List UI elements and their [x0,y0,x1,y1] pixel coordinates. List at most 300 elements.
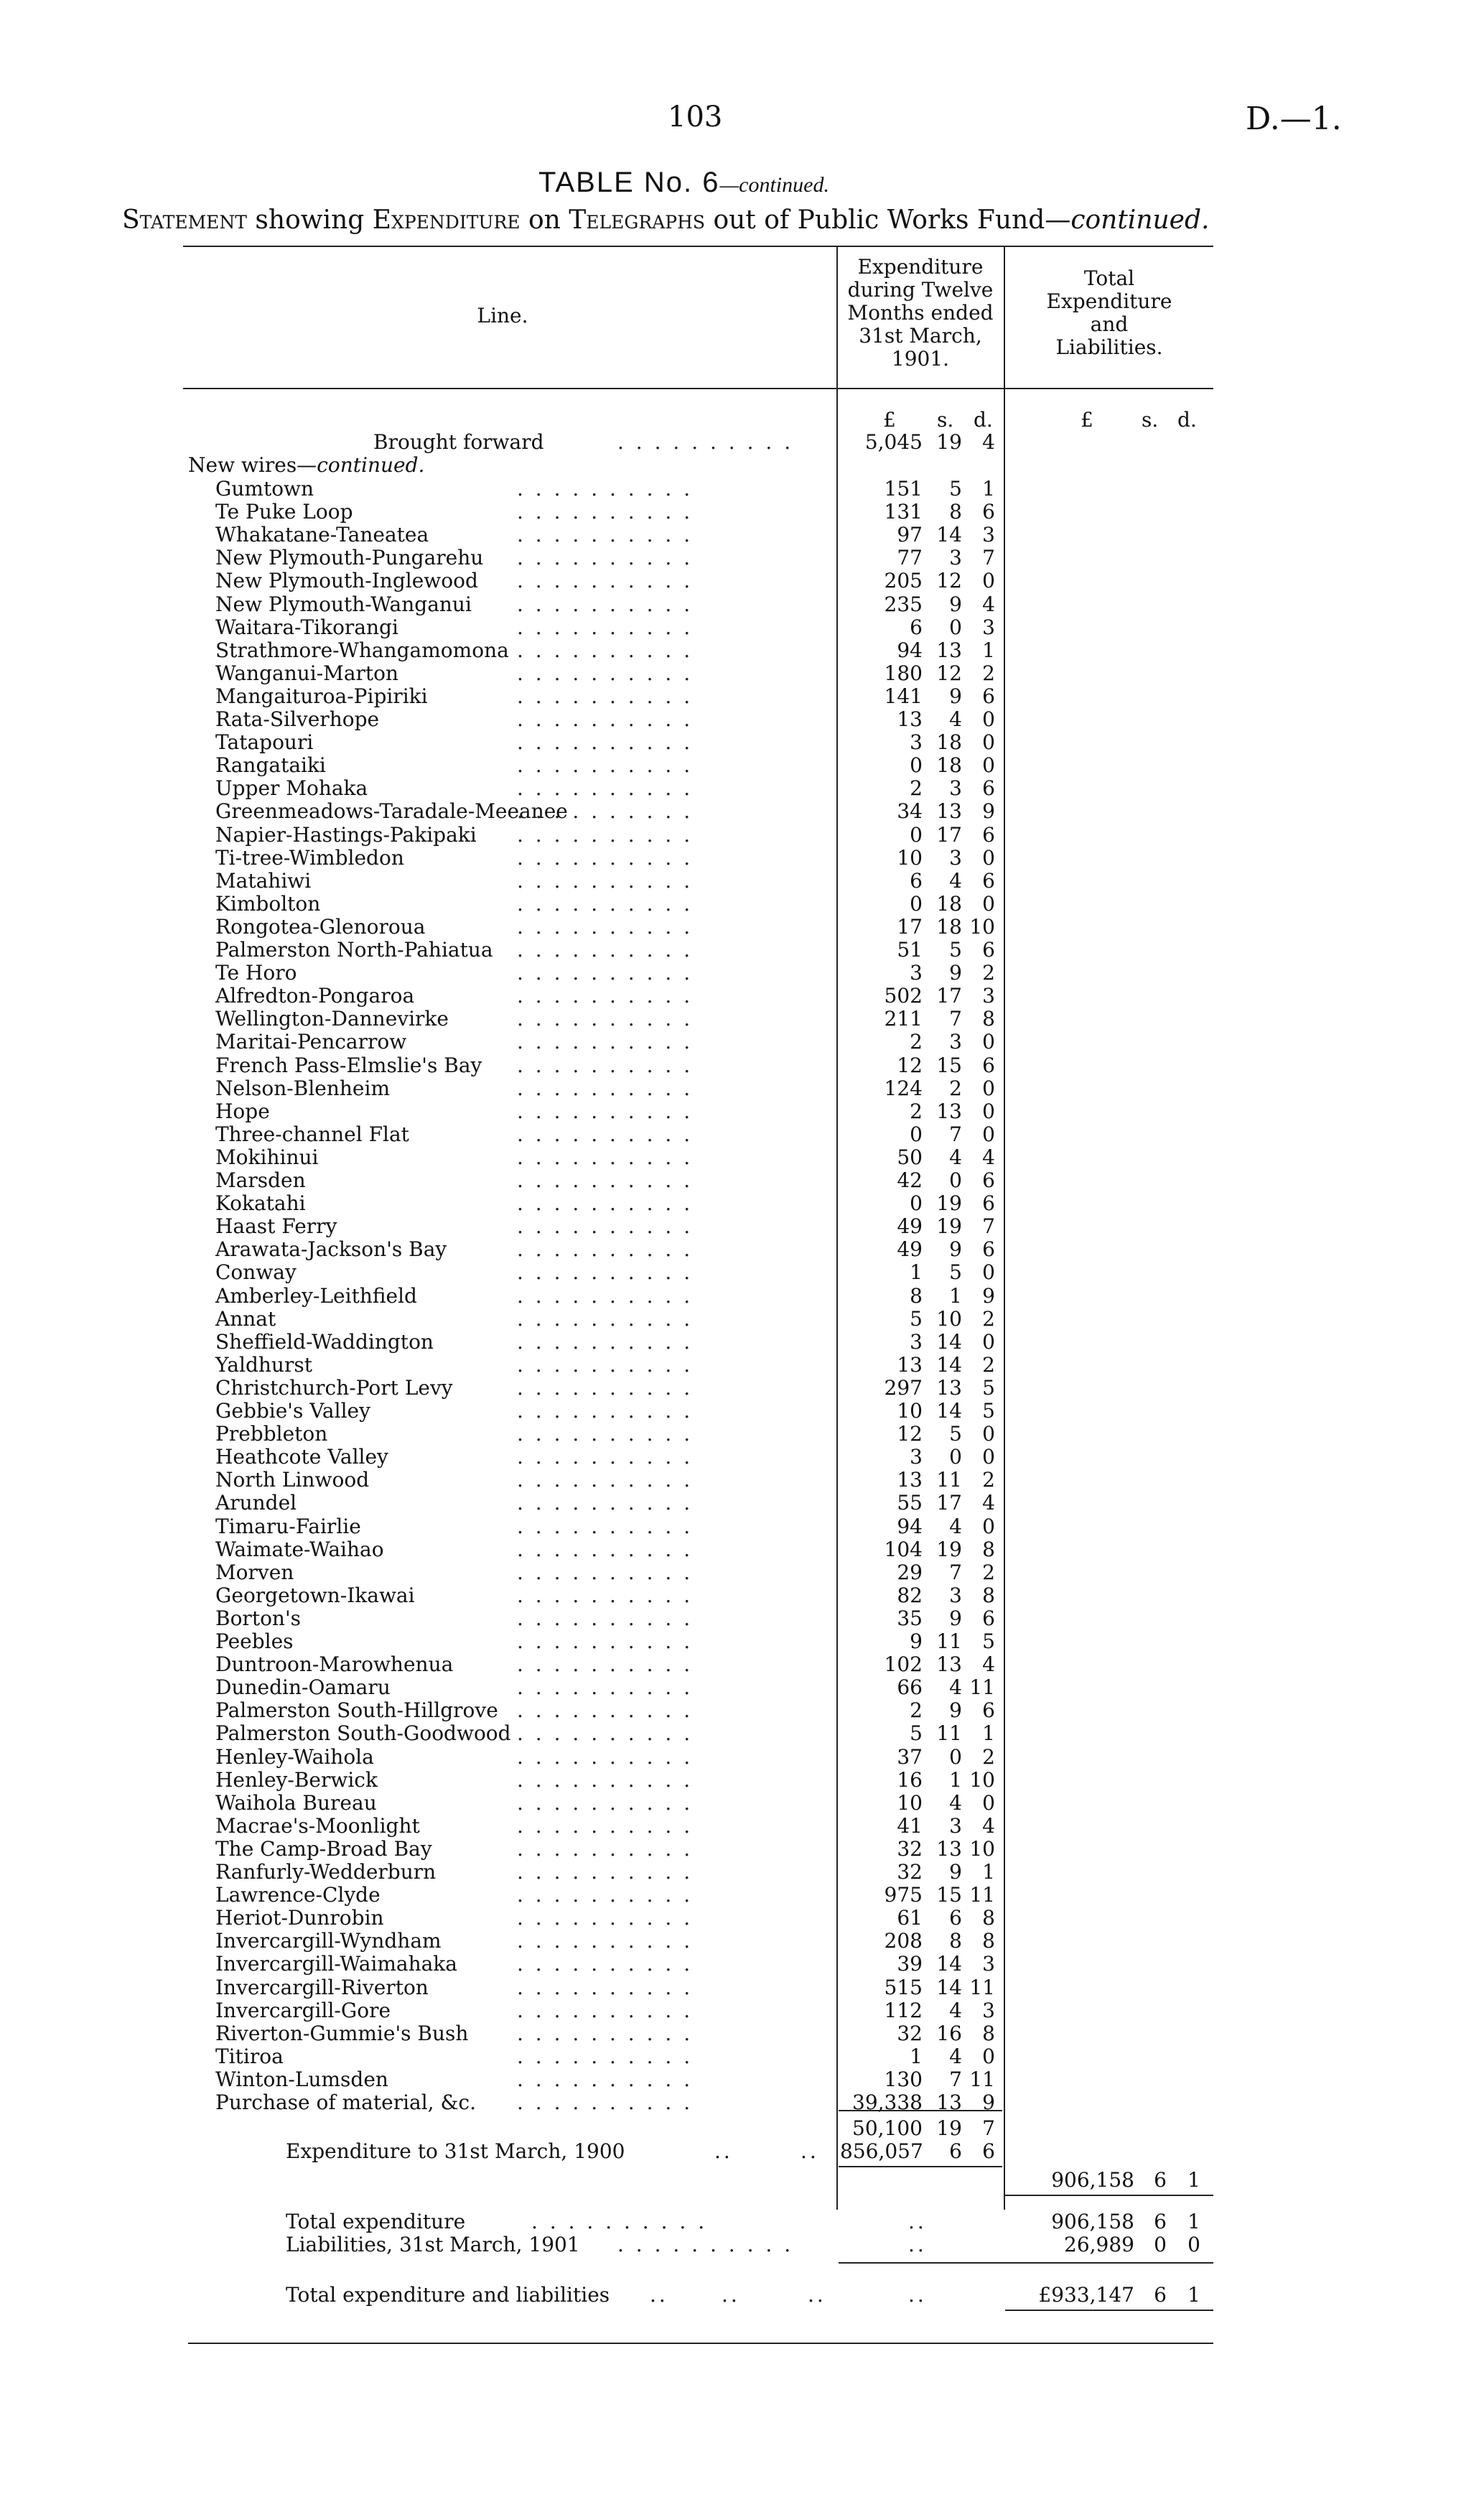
shillings-cell: 0 [949,1445,962,1469]
pence-cell: 11 [969,2068,995,2091]
row-leader-dots: . . . . . . . . . . [517,1791,694,1815]
col-total-line1: Total [1083,266,1135,290]
pounds-cell: 49 [897,1214,923,1238]
line-name: Wellington-Dannevirke [215,1007,449,1031]
table-row [0,1446,1484,1469]
shillings-cell: 9 [949,961,962,985]
pounds-cell: 41 [897,1814,923,1838]
pounds-cell: 35 [897,1606,923,1630]
shillings-cell: 5 [949,477,962,501]
shillings-cell: 15 [936,1054,962,1077]
line-name: Christchurch-Port Levy [215,1376,453,1400]
line-name: Alfredton-Pongaroa [215,984,415,1008]
line-name: Napier-Hastings-Pakipaki [215,823,477,847]
pounds-cell: 502 [884,984,923,1008]
pence-cell: 6 [982,776,995,800]
line-name: Mokihinui [215,1145,319,1169]
table-row [0,1492,1484,1515]
table-row [0,1031,1484,1054]
pounds-cell: 50 [897,1145,923,1169]
pounds-cell: 2 [910,1099,923,1123]
pence-cell: 4 [982,1652,995,1676]
line-name: Amberley-Leithfield [215,1284,417,1308]
row-leader-dots: . . . . . . . . . . [517,1076,694,1100]
pence-cell: 8 [982,1929,995,1953]
row-leader-dots: . . . . . . . . . . [517,1976,694,1999]
table-row [0,800,1484,823]
line-name: French Pass-Elmslie's Bay [215,1054,482,1077]
table-row [0,1169,1484,1192]
combined-total-rule [1005,2195,1213,2196]
table-row [0,2045,1484,2068]
row-leader-dots: . . . . . . . . . . [517,1698,694,1722]
pounds-cell: 297 [884,1376,923,1400]
subtotal-pence: 7 [982,2116,995,2140]
table-row [0,1930,1484,1953]
grand-total-dots-2: .. [722,2283,740,2307]
table-row [0,1146,1484,1169]
row-leader-dots: . . . . . . . . . . [517,684,694,708]
line-name: Conway [215,1260,297,1284]
row-leader-dots: . . . . . . . . . . [517,1538,694,1561]
pounds-cell: 112 [884,1999,923,2022]
table-row [0,1746,1484,1769]
row-leader-dots: . . . . . . . . . . [517,569,694,592]
pence-cell: 0 [982,892,995,916]
shillings-cell: 11 [936,1721,962,1745]
row-leader-dots: . . . . . . . . . . [517,846,694,870]
pence-cell: 6 [982,1168,995,1192]
line-name: Yaldhurst [215,1353,312,1377]
pence-cell: 5 [982,1376,995,1400]
section-label-continued: continued. [317,453,425,477]
shillings-cell: 15 [936,1883,962,1907]
pounds-cell: 12 [897,1054,923,1077]
pence-cell: 2 [982,661,995,685]
subtotal-pounds: 50,100 [852,2116,923,2140]
table-row [0,1884,1484,1907]
line-name: Waimate-Waihao [215,1538,384,1561]
shillings-cell: 3 [949,1814,962,1838]
shillings-cell: 9 [949,1606,962,1630]
total-exp-pence: 1 [1187,2210,1200,2233]
pounds-cell: 37 [897,1745,923,1769]
row-leader-dots: . . . . . . . . . . [517,1491,694,1515]
unit-pounds: £ [883,408,896,432]
line-name: Palmerston North-Pahiatua [215,938,493,962]
pounds-cell: 13 [897,1468,923,1492]
row-leader-dots: . . . . . . . . . . [517,523,694,547]
pounds-cell: 211 [884,1007,923,1031]
pounds-cell: 32 [897,1837,923,1861]
pence-cell: 10 [969,915,995,939]
line-name: Waitara-Tikorangi [215,615,398,639]
row-leader-dots: . . . . . . . . . . [517,869,694,893]
pence-cell: 4 [982,592,995,616]
pounds-cell: 141 [884,684,923,708]
table-row [0,1653,1484,1676]
shillings-cell: 3 [949,546,962,569]
line-name: North Linwood [215,1468,370,1492]
grand-total-label: Total expenditure and liabilities [286,2283,610,2307]
pence-cell: 10 [969,1768,995,1792]
pence-cell: 4 [982,1491,995,1515]
bf-shillings: 19 [936,430,962,454]
table-row [0,939,1484,962]
row-leader-dots: . . . . . . . . . . [517,799,694,823]
pence-cell: 0 [982,1030,995,1054]
pence-cell: 0 [982,1791,995,1815]
row-leader-dots: . . . . . . . . . . [517,1330,694,1354]
pence-cell: 0 [982,1122,995,1146]
shillings-cell: 17 [936,1491,962,1515]
row-leader-dots: . . . . . . . . . . [517,1099,694,1123]
pounds-cell: 13 [897,707,923,731]
shillings-cell: 19 [936,1191,962,1215]
pence-cell: 3 [982,523,995,547]
row-leader-dots: . . . . . . . . . . [517,1168,694,1192]
shillings-cell: 18 [936,892,962,916]
prev-dots-2: .. [801,2139,819,2163]
line-name: Greenmeadows-Taradale-Meeanee [215,799,568,823]
shillings-cell: 7 [949,1007,962,1031]
grand-total-pounds: £933,147 [1038,2283,1134,2307]
line-name: Invercargill-Wyndham [215,1929,442,1953]
row-leader-dots: . . . . . . . . . . [517,1353,694,1377]
table-row [0,1400,1484,1423]
line-name: Riverton-Gummie's Bush [215,2022,469,2045]
line-name: Georgetown-Ikawai [215,1583,415,1607]
shillings-cell: 7 [949,1561,962,1584]
unit-shillings-total: s. [1142,408,1159,432]
pence-cell: 11 [969,1883,995,1907]
table-row [0,1769,1484,1792]
shillings-cell: 6 [949,1906,962,1930]
table-row [0,478,1484,501]
col-exp-line3: Months ended [847,301,994,325]
shillings-cell: 9 [949,1237,962,1261]
line-name: Hope [215,1099,270,1123]
table-row [0,1469,1484,1492]
pence-cell: 6 [982,938,995,962]
pounds-cell: 39,338 [852,2091,923,2114]
liabilities-shillings: 0 [1154,2233,1167,2256]
pence-cell: 0 [982,707,995,731]
total-exp-shillings: 6 [1154,2210,1167,2233]
unit-pence: d. [974,408,993,432]
col-exp-line1: Expenditure [857,255,984,279]
pence-cell: 6 [982,1606,995,1630]
line-name: Kokatahi [215,1191,306,1215]
shillings-cell: 18 [936,730,962,754]
section-label-text: New wires— [188,453,317,477]
row-leader-dots: . . . . . . . . . . [517,1399,694,1423]
shillings-cell: 13 [936,1099,962,1123]
table-row [0,2091,1484,2114]
table-row [0,2022,1484,2045]
shillings-cell: 4 [949,1515,962,1538]
shillings-cell: 8 [949,500,962,524]
pounds-cell: 10 [897,1791,923,1815]
subtotal-rule [839,2110,1002,2111]
shillings-cell: 4 [949,707,962,731]
pounds-cell: 9 [910,1629,923,1653]
line-name: Lawrence-Clyde [215,1883,381,1907]
pence-cell: 2 [982,1353,995,1377]
row-leader-dots: . . . . . . . . . . [517,915,694,939]
line-name: Te Horo [215,961,297,985]
pence-cell: 7 [982,1214,995,1238]
row-leader-dots: . . . . . . . . . . [517,1468,694,1492]
pence-cell: 7 [982,546,995,569]
row-leader-dots: . . . . . . . . . . [517,1999,694,2022]
prev-shillings: 6 [949,2139,962,2163]
shillings-cell: 19 [936,1538,962,1561]
row-leader-dots: . . . . . . . . . . [517,1837,694,1861]
line-name: Henley-Berwick [215,1768,378,1792]
pence-cell: 2 [982,1468,995,1492]
table-row [0,777,1484,800]
total-expenditure-label: Total expenditure [286,2210,466,2233]
pounds-cell: 208 [884,1929,923,1953]
row-leader-dots: . . . . . . . . . . [617,430,794,454]
pounds-cell: 151 [884,477,923,501]
col-exp-line5: 1901. [891,347,950,371]
line-name: Dunedin-Oamaru [215,1675,391,1699]
row-leader-dots: . . . . . . . . . . [517,1145,694,1169]
row-leader-dots: . . . . . . . . . . [517,1929,694,1953]
table-row [0,1722,1484,1745]
pence-cell: 9 [982,1284,995,1308]
row-leader-dots: . . . . . . . . . . [517,1515,694,1538]
table-row [0,1423,1484,1446]
line-name: Gumtown [215,477,314,501]
prev-pounds: 856,057 [840,2139,923,2163]
pence-cell: 6 [982,1237,995,1261]
pounds-cell: 0 [910,1122,923,1146]
pence-cell: 6 [982,1191,995,1215]
pounds-cell: 16 [897,1768,923,1792]
shillings-cell: 13 [936,1652,962,1676]
shillings-cell: 13 [936,638,962,662]
row-leader-dots: . . . . . . . . . . [517,2068,694,2091]
pence-cell: 8 [982,1007,995,1031]
row-leader-dots: . . . . . . . . . . [517,823,694,847]
pounds-cell: 32 [897,2022,923,2045]
pounds-cell: 180 [884,661,923,685]
row-leader-dots: . . . . . . . . . . [517,500,694,524]
line-name: Annat [215,1307,276,1331]
pence-cell: 8 [982,1906,995,1930]
shillings-cell: 11 [936,1468,962,1492]
shillings-cell: 14 [936,1353,962,1377]
table-row [0,1192,1484,1215]
table-row [0,1285,1484,1308]
pence-cell: 1 [982,477,995,501]
line-name: Invercargill-Waimahaka [215,1952,457,1976]
pounds-cell: 61 [897,1906,923,1930]
pounds-cell: 2 [910,1030,923,1054]
column-header-line: Line. [477,304,528,327]
row-leader-dots: . . . . . . . . . . [517,2045,694,2068]
pence-cell: 10 [969,1837,995,1861]
table-row [0,1215,1484,1238]
line-name: Macrae's-Moonlight [215,1814,420,1838]
total-exp-pounds: 906,158 [1051,2210,1134,2233]
row-leader-dots: . . . . . . . . . . [517,546,694,569]
line-name: Rangataiki [215,753,326,777]
page-number: 103 [668,101,723,134]
pence-cell: 0 [982,1445,995,1469]
line-name: New Plymouth-Wanganui [215,592,472,616]
pounds-cell: 97 [897,523,923,547]
shillings-cell: 8 [949,1929,962,1953]
row-leader-dots: . . . . . . . . . . [517,1284,694,1308]
shillings-cell: 12 [936,661,962,685]
row-leader-dots: . . . . . . . . . . [517,1721,694,1745]
table-row [0,1077,1484,1100]
pence-cell: 2 [982,1561,995,1584]
row-leader-dots: . . . . . . . . . . [517,1191,694,1215]
shillings-cell: 5 [949,938,962,962]
pounds-cell: 515 [884,1976,923,1999]
table-row [0,1584,1484,1607]
pence-cell: 0 [982,846,995,870]
shillings-cell: 9 [949,592,962,616]
table-row [0,985,1484,1008]
row-leader-dots: . . . . . . . . . . [517,1883,694,1907]
pounds-cell: 10 [897,1399,923,1423]
pence-cell: 4 [982,1145,995,1169]
pence-cell: 6 [982,1698,995,1722]
liabilities-label: Liabilities, 31st March, 1901 [286,2233,580,2256]
shillings-cell: 1 [949,1768,962,1792]
row-leader-dots: . . . . . . . . . . [517,1307,694,1331]
line-name: Invercargill-Gore [215,1999,391,2022]
pence-cell: 11 [969,1675,995,1699]
pounds-cell: 3 [910,730,923,754]
total-exp-dots: . . . . . . . . . . [531,2210,708,2233]
pence-cell: 3 [982,984,995,1008]
shillings-cell: 3 [949,846,962,870]
pounds-cell: 1 [910,2045,923,2068]
statement-on: on [520,205,569,235]
table-row [0,616,1484,639]
row-leader-dots: . . . . . . . . . . [517,753,694,777]
row-leader-dots: . . . . . . . . . . [517,1376,694,1400]
line-name: Te Puke Loop [215,500,353,524]
table-row [0,708,1484,731]
pounds-cell: 77 [897,546,923,569]
pounds-cell: 42 [897,1168,923,1192]
row-leader-dots: . . . . . . . . . . [517,776,694,800]
row-leader-dots: . . . . . . . . . . [517,1652,694,1676]
pence-cell: 0 [982,753,995,777]
table-row [0,1815,1484,1838]
pounds-cell: 82 [897,1583,923,1607]
pounds-cell: 975 [884,1883,923,1907]
line-name: Prebbleton [215,1422,328,1446]
row-leader-dots: . . . . . . . . . . [517,1675,694,1699]
line-name: Rongotea-Glenoroua [215,915,426,939]
line-name: Timaru-Fairlie [215,1515,361,1538]
pounds-cell: 13 [897,1353,923,1377]
shillings-cell: 0 [949,1168,962,1192]
pounds-cell: 0 [910,823,923,847]
line-name: Purchase of material, &c. [215,2091,476,2114]
shillings-cell: 13 [936,1837,962,1861]
combined-pence: 1 [1187,2168,1200,2192]
pounds-cell: 205 [884,569,923,592]
pounds-cell: 131 [884,500,923,524]
table-row [0,1238,1484,1261]
liabilities-dots: . . . . . . . . . . [617,2233,794,2256]
col-total-line3: and [1090,312,1129,336]
line-name: Marsden [215,1168,306,1192]
table-row [0,1123,1484,1146]
line-name: Matahiwi [215,869,312,893]
row-leader-dots: . . . . . . . . . . [517,1007,694,1031]
table-row [0,754,1484,777]
pounds-cell: 3 [910,1330,923,1354]
col-total-line2: Expenditure [1046,289,1172,313]
pounds-cell: 6 [910,615,923,639]
shillings-cell: 4 [949,1791,962,1815]
pence-cell: 0 [982,1260,995,1284]
row-leader-dots: . . . . . . . . . . [517,730,694,754]
line-name: Palmerston South-Goodwood [215,1721,511,1745]
row-leader-dots: . . . . . . . . . . [517,1745,694,1769]
table-row [0,1838,1484,1861]
shillings-cell: 3 [949,776,962,800]
line-name: The Camp-Broad Bay [215,1837,432,1861]
line-name: Morven [215,1561,294,1584]
table-row [0,1100,1484,1123]
shillings-cell: 9 [949,1698,962,1722]
shillings-cell: 5 [949,1260,962,1284]
statement-expenditure: Expenditure [372,205,521,235]
table-row [0,1630,1484,1653]
line-name: Duntroon-Marowhenua [215,1652,454,1676]
shillings-cell: 12 [936,569,962,592]
table-row [0,1792,1484,1815]
brought-forward-label: Brought forward [373,430,544,454]
table-row [0,524,1484,547]
row-leader-dots: . . . . . . . . . . [517,1629,694,1653]
unit-pounds-total: £ [1081,408,1093,432]
row-leader-dots: . . . . . . . . . . [517,2091,694,2114]
pence-cell: 0 [982,2045,995,2068]
pence-cell: 3 [982,615,995,639]
line-name: Strathmore-Whangamomona [215,638,509,662]
pounds-cell: 6 [910,869,923,893]
pence-cell: 8 [982,1583,995,1607]
line-name: Heriot-Dunrobin [215,1906,384,1930]
pence-cell: 0 [982,730,995,754]
shillings-cell: 13 [936,1376,962,1400]
shillings-cell: 10 [936,1307,962,1331]
row-leader-dots: . . . . . . . . . . [517,892,694,916]
col-total-line4: Liabilities. [1055,335,1163,359]
table-row [0,593,1484,616]
shillings-cell: 4 [949,1999,962,2022]
line-name: Henley-Waihola [215,1745,374,1769]
subtotal-shillings: 19 [936,2116,962,2140]
line-name: Arawata-Jackson's Bay [215,1237,447,1261]
line-name: Haast Ferry [215,1214,337,1238]
combined-pounds: 906,158 [1051,2168,1134,2192]
pence-cell: 0 [982,1422,995,1446]
